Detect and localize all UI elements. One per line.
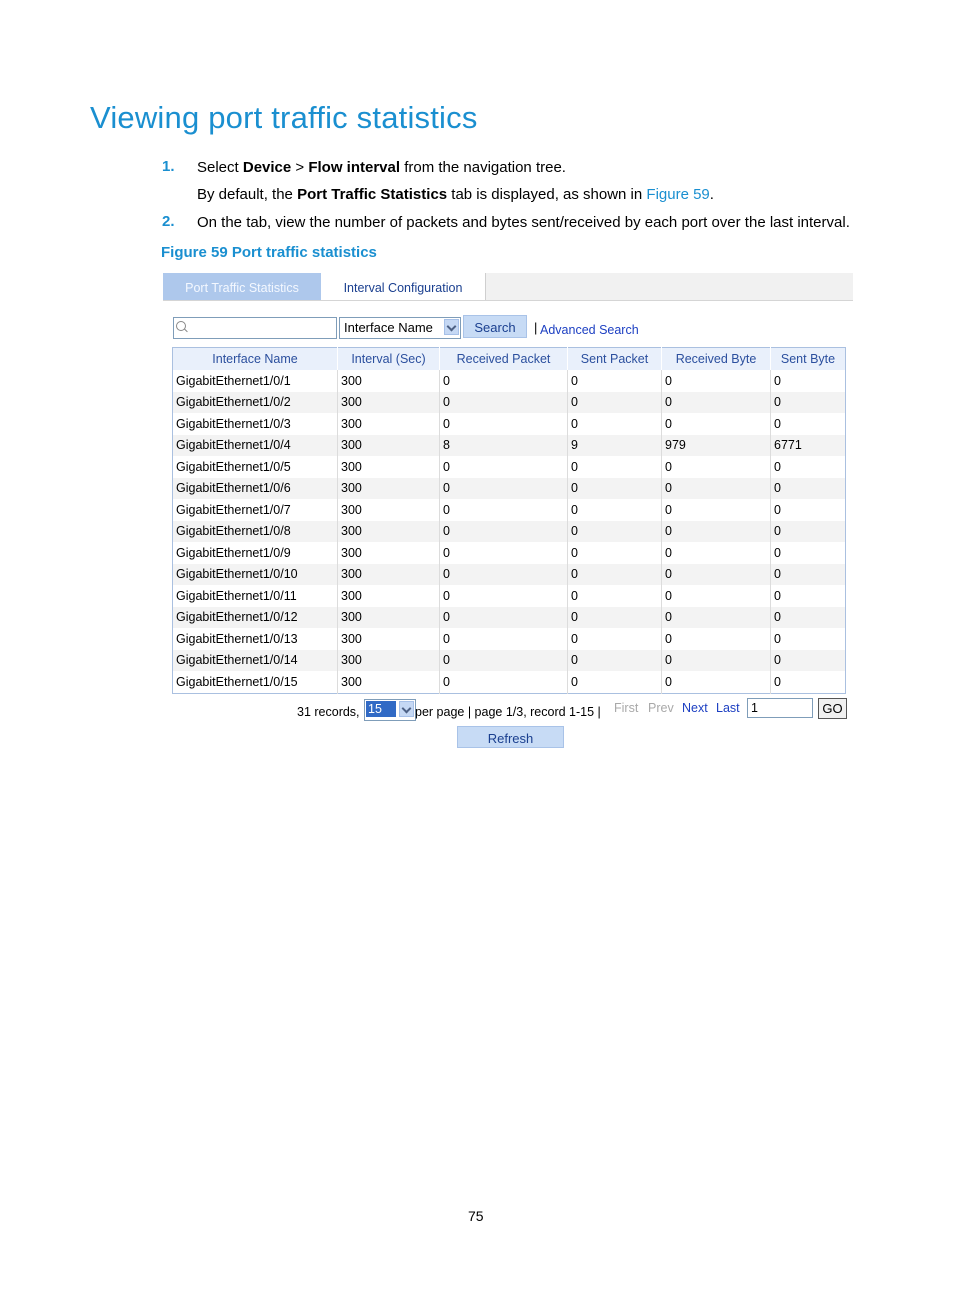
table-cell: 300 xyxy=(338,370,440,392)
table-cell: 8 xyxy=(440,435,568,457)
step-text: tab is displayed, as shown in xyxy=(447,186,647,203)
table-cell: 300 xyxy=(338,413,440,435)
table-cell: 0 xyxy=(568,478,662,500)
table-row xyxy=(173,607,846,629)
table-cell: 0 xyxy=(568,521,662,543)
table-cell: 0 xyxy=(662,585,771,607)
table-cell: 0 xyxy=(440,564,568,586)
column-header[interactable]: Received Packet xyxy=(440,348,568,371)
table-row xyxy=(173,413,846,435)
table-cell: 0 xyxy=(771,392,846,414)
table-cell: 0 xyxy=(440,456,568,478)
table-cell: 0 xyxy=(662,478,771,500)
table-row xyxy=(173,542,846,564)
figure-caption: Figure 59 Port traffic statistics xyxy=(161,244,377,261)
table-cell: 300 xyxy=(338,585,440,607)
table-cell: GigabitEthernet1/0/4 xyxy=(173,435,338,457)
next-page-link[interactable]: Next xyxy=(682,701,708,715)
table-cell: 0 xyxy=(774,674,781,689)
table-cell: GigabitEthernet1/0/12 xyxy=(173,607,338,629)
table-row xyxy=(173,435,846,457)
table-cell: 0 xyxy=(440,671,568,693)
table-cell: 0 xyxy=(568,564,662,586)
column-header[interactable]: Interval (Sec) xyxy=(338,348,440,371)
table-row xyxy=(173,370,846,392)
step-text: By default, the xyxy=(197,186,298,203)
step-number: 2. xyxy=(162,213,175,230)
table-row xyxy=(173,628,846,650)
table-cell: 979 xyxy=(662,435,771,457)
step-text: . xyxy=(709,186,714,203)
table-cell: 0 xyxy=(774,502,781,517)
table-cell: 0 xyxy=(440,499,568,521)
table-row xyxy=(173,392,846,414)
table-row xyxy=(173,521,846,543)
per-page-select[interactable] xyxy=(364,699,416,721)
tab-interval-configuration[interactable]: Interval Configuration xyxy=(321,273,486,300)
table-cell: GigabitEthernet1/0/15 xyxy=(173,671,338,693)
table-cell: 0 xyxy=(440,478,568,500)
table-row xyxy=(173,650,846,672)
table-cell: 300 xyxy=(338,392,440,414)
per-page-value: 15 xyxy=(366,701,396,717)
table-cell: 0 xyxy=(568,542,662,564)
table-cell: 0 xyxy=(440,585,568,607)
table-cell: 0 xyxy=(771,607,846,629)
table-cell: GigabitEthernet1/0/3 xyxy=(173,413,338,435)
tab-port-traffic-statistics[interactable]: Port Traffic Statistics xyxy=(163,273,321,300)
table-cell: 0 xyxy=(774,545,781,560)
table-cell: 0 xyxy=(662,542,771,564)
table-cell: 0 xyxy=(568,607,662,629)
table-cell: GigabitEthernet1/0/9 xyxy=(173,542,338,564)
table-row xyxy=(173,585,846,607)
last-page-link[interactable]: Last xyxy=(716,701,740,715)
column-header[interactable]: Received Byte xyxy=(662,348,771,371)
table-cell: 0 xyxy=(662,456,771,478)
table-cell: 300 xyxy=(338,628,440,650)
table-cell: 0 xyxy=(440,650,568,672)
table-cell: 300 xyxy=(338,671,440,693)
table-cell: 0 xyxy=(771,650,846,672)
table-cell: 0 xyxy=(774,459,781,474)
table-cell: 0 xyxy=(440,542,568,564)
table-cell: 300 xyxy=(338,478,440,500)
table-cell: 0 xyxy=(771,478,846,500)
table-cell: 0 xyxy=(771,564,846,586)
table-cell: 300 xyxy=(338,607,440,629)
table-cell: 300 xyxy=(338,650,440,672)
search-button[interactable]: Search xyxy=(463,315,527,338)
menu-path-flow-interval: Flow interval xyxy=(308,159,401,176)
table-cell: GigabitEthernet1/0/1 xyxy=(173,370,338,392)
table-cell: 0 xyxy=(774,588,781,603)
table-cell: 300 xyxy=(338,499,440,521)
table-cell: GigabitEthernet1/0/5 xyxy=(173,456,338,478)
step-number: 1. xyxy=(162,158,175,175)
table-cell: GigabitEthernet1/0/10 xyxy=(173,564,338,586)
table-cell: 0 xyxy=(662,499,771,521)
search-column-select[interactable] xyxy=(339,317,461,339)
table-cell: 0 xyxy=(568,671,662,693)
table-cell: GigabitEthernet1/0/11 xyxy=(173,585,338,607)
port-traffic-table xyxy=(172,347,846,694)
page-number-input[interactable] xyxy=(747,698,813,718)
column-header[interactable]: Sent Packet xyxy=(568,348,662,371)
table-cell: 0 xyxy=(568,650,662,672)
table-cell: 0 xyxy=(440,521,568,543)
table-cell: 0 xyxy=(568,585,662,607)
chevron-down-icon[interactable] xyxy=(399,701,414,717)
table-row xyxy=(173,564,846,586)
table-cell: 0 xyxy=(662,370,771,392)
table-cell: 0 xyxy=(568,413,662,435)
search-field[interactable] xyxy=(173,317,337,339)
table-cell: 0 xyxy=(440,413,568,435)
table-cell: 0 xyxy=(568,499,662,521)
table-cell: 0 xyxy=(440,370,568,392)
table-cell: GigabitEthernet1/0/7 xyxy=(173,499,338,521)
table-cell: GigabitEthernet1/0/2 xyxy=(173,392,338,414)
step-text: Select xyxy=(197,159,243,176)
table-cell: 0 xyxy=(662,671,771,693)
table-cell: 9 xyxy=(568,435,662,457)
table-cell: 300 xyxy=(338,564,440,586)
table-cell: GigabitEthernet1/0/6 xyxy=(173,478,338,500)
search-column-value: Interface Name xyxy=(344,320,433,335)
table-cell: 0 xyxy=(774,373,781,388)
table-cell: GigabitEthernet1/0/14 xyxy=(173,650,338,672)
table-header-row xyxy=(173,348,846,371)
table-cell: 300 xyxy=(338,435,440,457)
table-cell: 300 xyxy=(338,456,440,478)
table-cell: 0 xyxy=(440,628,568,650)
search-input[interactable] xyxy=(188,318,333,336)
table-cell: 0 xyxy=(568,456,662,478)
table-row xyxy=(173,671,846,693)
table-cell: 0 xyxy=(662,564,771,586)
prev-page-link[interactable]: Prev xyxy=(648,701,674,715)
table-row xyxy=(173,456,846,478)
table-cell: GigabitEthernet1/0/13 xyxy=(173,628,338,650)
table-cell: 0 xyxy=(774,416,781,431)
table-cell: GigabitEthernet1/0/8 xyxy=(173,521,338,543)
column-header[interactable]: Sent Byte xyxy=(771,348,846,371)
chevron-down-icon[interactable] xyxy=(444,319,459,335)
table-cell: 0 xyxy=(662,521,771,543)
table-cell: 300 xyxy=(338,521,440,543)
table-cell: 0 xyxy=(662,413,771,435)
table-cell: 0 xyxy=(774,631,781,646)
table-cell: 0 xyxy=(771,521,846,543)
table-cell: 0 xyxy=(568,370,662,392)
separator: | xyxy=(534,320,538,335)
table-cell: 300 xyxy=(338,542,440,564)
menu-path-device: Device xyxy=(242,159,292,176)
table-row xyxy=(173,478,846,500)
step-text: from the navigation tree. xyxy=(400,159,566,176)
step-2-text: On the tab, view the number of packets and bytes sent/received by each port over the last interval. xyxy=(197,214,850,231)
step-text: > xyxy=(291,159,309,176)
step-1-note xyxy=(197,185,714,205)
search-icon xyxy=(176,321,186,331)
step-1-text xyxy=(197,158,566,178)
table-cell: 6771 xyxy=(771,435,846,457)
first-page-link[interactable]: First xyxy=(614,701,639,715)
tab-bar xyxy=(163,273,853,301)
table-row xyxy=(173,499,846,521)
advanced-search-link[interactable]: Advanced Search xyxy=(540,323,639,337)
page-info: per page | page 1/3, record 1-15 | xyxy=(415,705,601,719)
table-cell: 0 xyxy=(662,607,771,629)
table-cell: 0 xyxy=(568,392,662,414)
table-cell: 0 xyxy=(440,607,568,629)
page-number: 75 xyxy=(468,1208,484,1224)
table-cell: 0 xyxy=(662,392,771,414)
page-title: Viewing port traffic statistics xyxy=(90,100,478,135)
records-count: 31 records, xyxy=(297,705,360,719)
table-cell: 0 xyxy=(662,628,771,650)
tab-name-bold: Port Traffic Statistics xyxy=(297,186,448,203)
table-cell: 0 xyxy=(440,392,568,414)
table-cell: 0 xyxy=(568,628,662,650)
go-button[interactable]: GO xyxy=(818,698,847,719)
refresh-button[interactable]: Refresh xyxy=(457,726,564,748)
figure-link[interactable]: Figure 59 xyxy=(646,186,710,203)
table-cell: 0 xyxy=(662,650,771,672)
column-header[interactable]: Interface Name xyxy=(173,348,338,371)
